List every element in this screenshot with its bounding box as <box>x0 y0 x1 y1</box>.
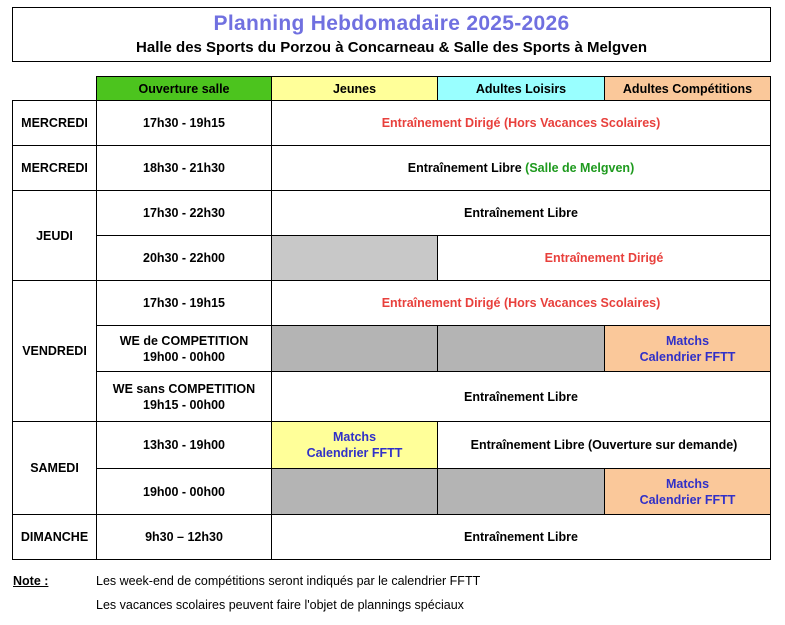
day-label: MERCREDI <box>21 161 88 175</box>
activity-sun1 <box>271 514 771 560</box>
activity-sat1 <box>437 421 771 469</box>
empty-cell-sat2-leisure <box>437 468 605 515</box>
time-wed1 <box>96 100 272 146</box>
time-fri3 <box>96 371 272 422</box>
activity-wed2 <box>271 145 771 191</box>
location-label: (Salle de Melgven) <box>525 161 635 175</box>
activity-label: Entraînement Dirigé (Hors Vacances Scolaires) <box>381 296 661 310</box>
activity-label: Entraînement Libre <box>464 530 578 544</box>
header-adult-competition-label: Adultes Compétitions <box>622 81 753 96</box>
activity-label: Entraînement Libre (Ouverture sur demande) <box>470 438 738 452</box>
matches-label-line2: Calendrier FFTT <box>306 446 403 460</box>
header-adult-competition <box>604 76 771 101</box>
activity-fri1 <box>271 280 771 326</box>
time-label: 17h30 - 19h15 <box>143 116 225 130</box>
page-title: Planning Hebdomadaire 2025-2026 <box>213 12 570 35</box>
time-label: 20h30 - 22h00 <box>143 251 225 265</box>
time-sat1 <box>96 421 272 469</box>
day-label: SAMEDI <box>30 461 79 475</box>
day-jeudi <box>12 190 97 281</box>
day-mercredi-2 <box>12 145 97 191</box>
note-line-1: Les week-end de compétitions seront indiqués par le calendrier FFTT <box>96 574 481 588</box>
time-label: 18h30 - 21h30 <box>143 161 225 175</box>
header-adult-leisure <box>437 76 605 101</box>
time-label-line2: 19h15 - 00h00 <box>143 397 225 412</box>
activity-label: Entraînement Dirigé (Hors Vacances Scolaires) <box>381 116 661 130</box>
time-label: 19h00 - 00h00 <box>143 484 225 499</box>
day-label: JEUDI <box>36 228 73 243</box>
time-label-line2: 19h00 - 00h00 <box>143 349 225 364</box>
day-mercredi-1 <box>12 100 97 146</box>
matches-sat1 <box>271 421 438 469</box>
day-label: MERCREDI <box>21 116 88 130</box>
time-label-line1: WE de COMPETITION <box>119 333 249 348</box>
matches-label-line2: Calendrier FFTT <box>639 492 736 507</box>
activity-label: Entraînement Libre <box>464 389 578 404</box>
time-thu1 <box>96 190 272 236</box>
day-label: VENDREDI <box>22 344 87 358</box>
time-label: 17h30 - 19h15 <box>143 296 225 310</box>
matches-label-line2: Calendrier FFTT <box>639 349 736 364</box>
time-label: 13h30 - 19h00 <box>143 438 225 452</box>
day-label: DIMANCHE <box>20 530 89 544</box>
activity-label: Entraînement Libre <box>407 161 522 175</box>
activity-label: Entraînement Libre <box>464 206 578 220</box>
time-thu2 <box>96 235 272 281</box>
matches-label-line1: Matchs <box>332 430 377 444</box>
header-youth <box>271 76 438 101</box>
empty-cell-fri2-leisure <box>437 325 605 372</box>
time-sun1 <box>96 514 272 560</box>
time-label: 17h30 - 22h30 <box>143 206 225 220</box>
day-dimanche <box>12 514 97 560</box>
time-fri2 <box>96 325 272 372</box>
empty-cell-fri2-youth <box>271 325 438 372</box>
activity-wed1 <box>271 100 771 146</box>
day-vendredi <box>12 280 97 422</box>
empty-cell-thu2-youth <box>271 235 438 281</box>
time-wed2 <box>96 145 272 191</box>
header-adult-leisure-label: Adultes Loisirs <box>475 81 567 96</box>
activity-thu1 <box>271 190 771 236</box>
time-fri1 <box>96 280 272 326</box>
header-opening <box>96 76 272 101</box>
note-label: Note : <box>13 574 49 588</box>
header-opening-label: Ouverture salle <box>138 81 230 96</box>
note-line-2: Les vacances scolaires peuvent faire l'objet de plannings spéciaux <box>96 598 464 612</box>
title-box <box>12 7 771 62</box>
time-sat2 <box>96 468 272 515</box>
time-label-line1: WE sans COMPETITION <box>112 381 256 396</box>
page-subtitle: Halle des Sports du Porzou à Concarneau & Salle des Sports à Melgven <box>136 39 647 56</box>
matches-fri2 <box>604 325 771 372</box>
matches-label-line1: Matchs <box>665 333 710 348</box>
day-samedi <box>12 421 97 515</box>
time-label: 9h30 – 12h30 <box>145 530 223 544</box>
matches-label-line1: Matchs <box>665 476 710 491</box>
matches-sat2 <box>604 468 771 515</box>
empty-cell-sat2-youth <box>271 468 438 515</box>
header-youth-label: Jeunes <box>332 81 377 96</box>
activity-thu2 <box>437 235 771 281</box>
activity-label: Entraînement Dirigé <box>544 251 664 265</box>
activity-fri3 <box>271 371 771 422</box>
